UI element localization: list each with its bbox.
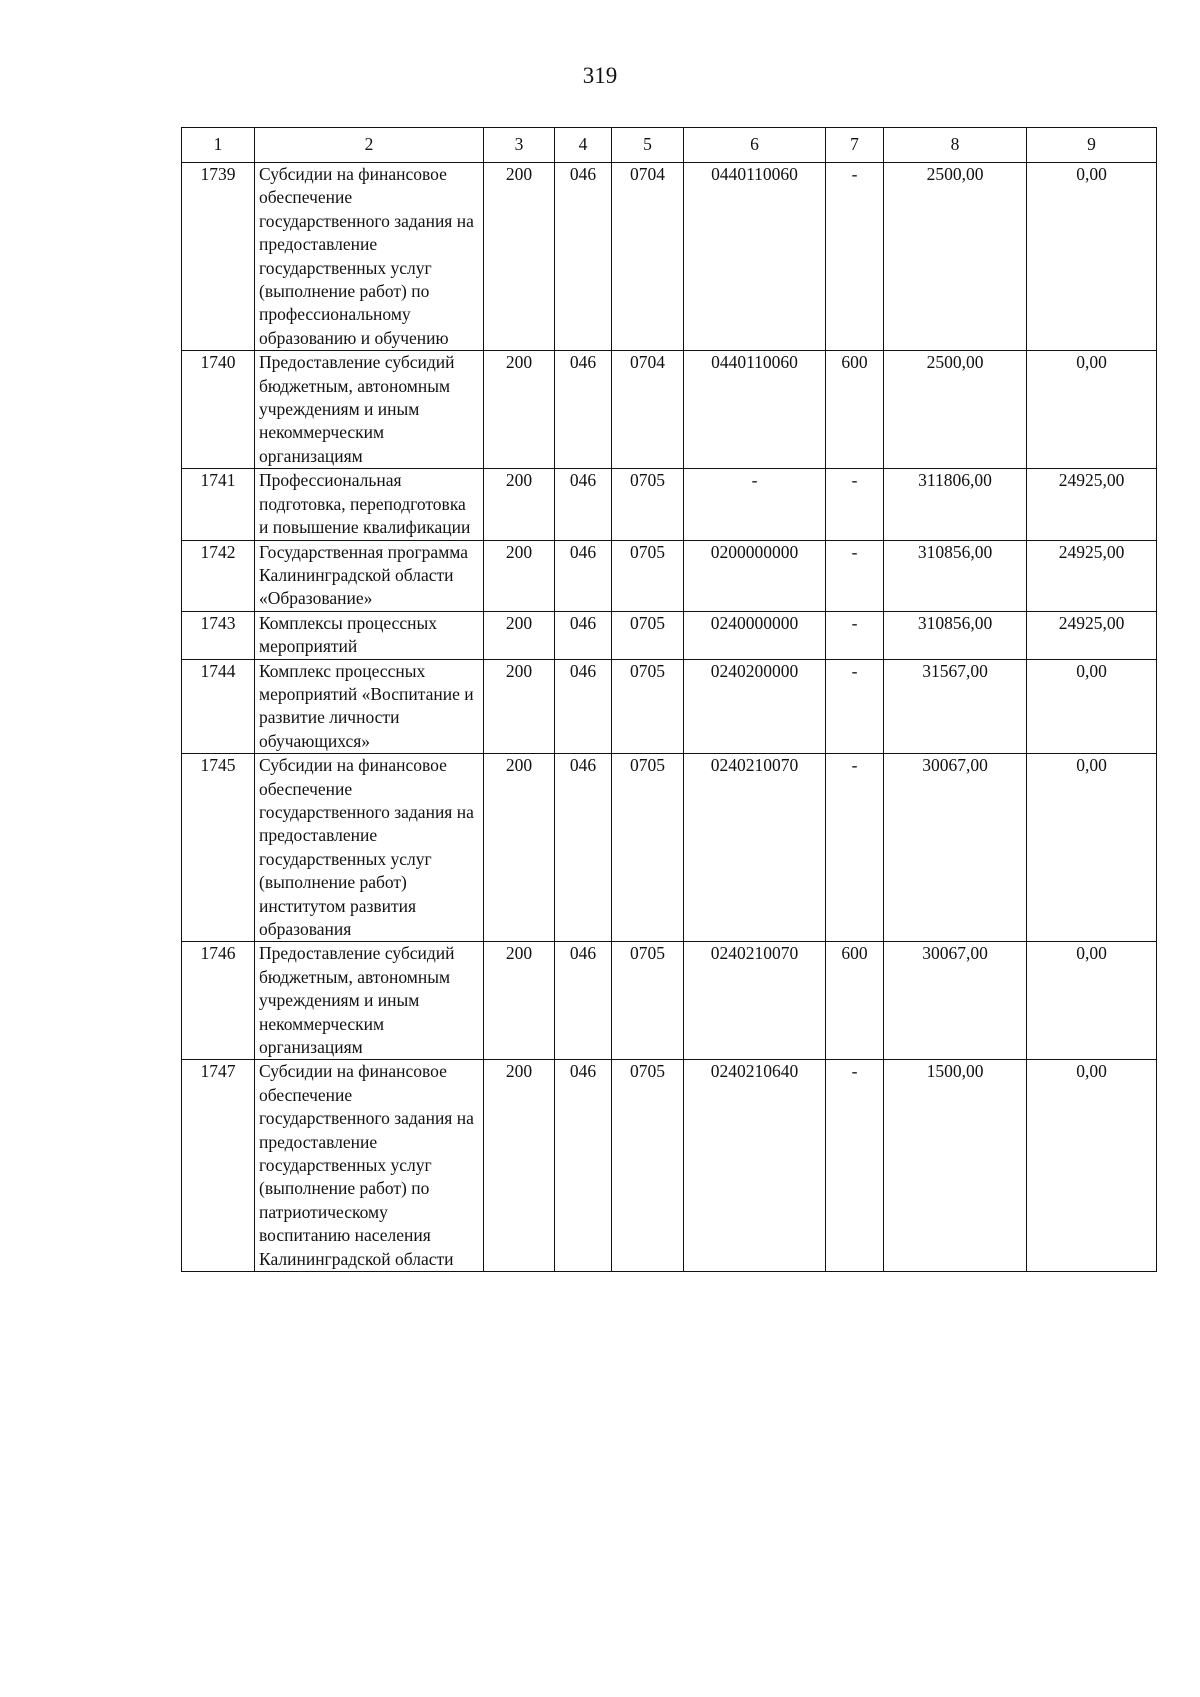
row-number: 1739 <box>182 163 255 351</box>
row-col6: 0240210640 <box>684 1060 826 1272</box>
row-name: Комплекс процессных мероприятий «Воспитание и развитие личности обучающихся» <box>255 659 484 754</box>
row-col7: - <box>826 163 884 351</box>
column-header: 1 <box>182 128 255 163</box>
row-col9: 0,00 <box>1027 163 1157 351</box>
budget-table <box>181 127 1157 1272</box>
row-col4: 046 <box>555 659 612 754</box>
row-name: Субсидии на финансовое обеспечение государственного задания на предоставление государственных услуг (выполнение работ) по патриотическому воспитанию населения Калининградской области <box>255 1060 484 1272</box>
table-row <box>182 351 1157 469</box>
row-col7: - <box>826 611 884 659</box>
row-col4: 046 <box>555 163 612 351</box>
page-number: 319 <box>582 63 618 88</box>
row-col4: 046 <box>555 351 612 469</box>
row-name: Предоставление субсидий бюджетным, автономным учреждениям и иным некоммерческим организациям <box>255 351 484 469</box>
row-col6: 0240200000 <box>684 659 826 754</box>
row-col8: 31567,00 <box>884 659 1027 754</box>
row-col9: 0,00 <box>1027 659 1157 754</box>
row-col8: 30067,00 <box>884 942 1027 1060</box>
row-col3: 200 <box>484 1060 555 1272</box>
row-col4: 046 <box>555 540 612 611</box>
row-name: Субсидии на финансовое обеспечение государственного задания на предоставление государственных услуг (выполнение работ) институтом развития образования <box>255 754 484 942</box>
row-col6: 0440110060 <box>684 351 826 469</box>
row-col6: 0200000000 <box>684 540 826 611</box>
row-col9: 0,00 <box>1027 754 1157 942</box>
row-col8: 30067,00 <box>884 754 1027 942</box>
row-col4: 046 <box>555 942 612 1060</box>
row-col7: - <box>826 469 884 540</box>
column-header: 7 <box>826 128 884 163</box>
row-col4: 046 <box>555 611 612 659</box>
row-col9: 0,00 <box>1027 942 1157 1060</box>
row-col6: 0240000000 <box>684 611 826 659</box>
row-col5: 0705 <box>612 1060 684 1272</box>
row-col3: 200 <box>484 469 555 540</box>
row-col9: 0,00 <box>1027 351 1157 469</box>
row-number: 1741 <box>182 469 255 540</box>
row-col4: 046 <box>555 1060 612 1272</box>
row-col8: 2500,00 <box>884 351 1027 469</box>
row-name: Предоставление субсидий бюджетным, автономным учреждениям и иным некоммерческим организациям <box>255 942 484 1060</box>
row-number: 1740 <box>182 351 255 469</box>
table-row <box>182 163 1157 351</box>
row-col6: 0240210070 <box>684 942 826 1060</box>
column-header: 9 <box>1027 128 1157 163</box>
row-col8: 310856,00 <box>884 540 1027 611</box>
row-col5: 0705 <box>612 469 684 540</box>
row-col8: 310856,00 <box>884 611 1027 659</box>
row-col9: 24925,00 <box>1027 611 1157 659</box>
table-row <box>182 611 1157 659</box>
table-row <box>182 1060 1157 1272</box>
row-name: Профессиональная подготовка, переподготовка и повышение квалификации <box>255 469 484 540</box>
row-col5: 0705 <box>612 540 684 611</box>
row-col6: - <box>684 469 826 540</box>
row-col5: 0705 <box>612 611 684 659</box>
row-col3: 200 <box>484 163 555 351</box>
row-number: 1745 <box>182 754 255 942</box>
row-col5: 0705 <box>612 942 684 1060</box>
row-col5: 0705 <box>612 659 684 754</box>
row-number: 1744 <box>182 659 255 754</box>
table-row <box>182 540 1157 611</box>
row-col8: 1500,00 <box>884 1060 1027 1272</box>
row-col3: 200 <box>484 351 555 469</box>
row-col3: 200 <box>484 540 555 611</box>
row-number: 1742 <box>182 540 255 611</box>
column-header: 5 <box>612 128 684 163</box>
row-col4: 046 <box>555 469 612 540</box>
row-col6: 0440110060 <box>684 163 826 351</box>
table-row <box>182 754 1157 942</box>
row-name: Комплексы процессных мероприятий <box>255 611 484 659</box>
table-header-row <box>182 128 1157 163</box>
row-col3: 200 <box>484 754 555 942</box>
row-col3: 200 <box>484 611 555 659</box>
row-col4: 046 <box>555 754 612 942</box>
row-col5: 0705 <box>612 754 684 942</box>
table-row <box>182 942 1157 1060</box>
table-row <box>182 469 1157 540</box>
table-row <box>182 659 1157 754</box>
row-col7: 600 <box>826 942 884 1060</box>
row-number: 1747 <box>182 1060 255 1272</box>
column-header: 6 <box>684 128 826 163</box>
row-col8: 2500,00 <box>884 163 1027 351</box>
row-col5: 0704 <box>612 163 684 351</box>
row-col9: 24925,00 <box>1027 540 1157 611</box>
row-number: 1743 <box>182 611 255 659</box>
row-col9: 24925,00 <box>1027 469 1157 540</box>
row-col3: 200 <box>484 659 555 754</box>
row-col7: - <box>826 754 884 942</box>
row-col7: - <box>826 540 884 611</box>
row-col5: 0704 <box>612 351 684 469</box>
row-number: 1746 <box>182 942 255 1060</box>
row-name: Государственная программа Калининградской области «Образование» <box>255 540 484 611</box>
row-col7: - <box>826 659 884 754</box>
row-col7: 600 <box>826 351 884 469</box>
row-name: Субсидии на финансовое обеспечение государственного задания на предоставление государственных услуг (выполнение работ) по профессиональному образованию и обучению <box>255 163 484 351</box>
column-header: 8 <box>884 128 1027 163</box>
column-header: 3 <box>484 128 555 163</box>
column-header: 4 <box>555 128 612 163</box>
row-col9: 0,00 <box>1027 1060 1157 1272</box>
row-col7: - <box>826 1060 884 1272</box>
column-header: 2 <box>255 128 484 163</box>
row-col8: 311806,00 <box>884 469 1027 540</box>
row-col6: 0240210070 <box>684 754 826 942</box>
row-col3: 200 <box>484 942 555 1060</box>
